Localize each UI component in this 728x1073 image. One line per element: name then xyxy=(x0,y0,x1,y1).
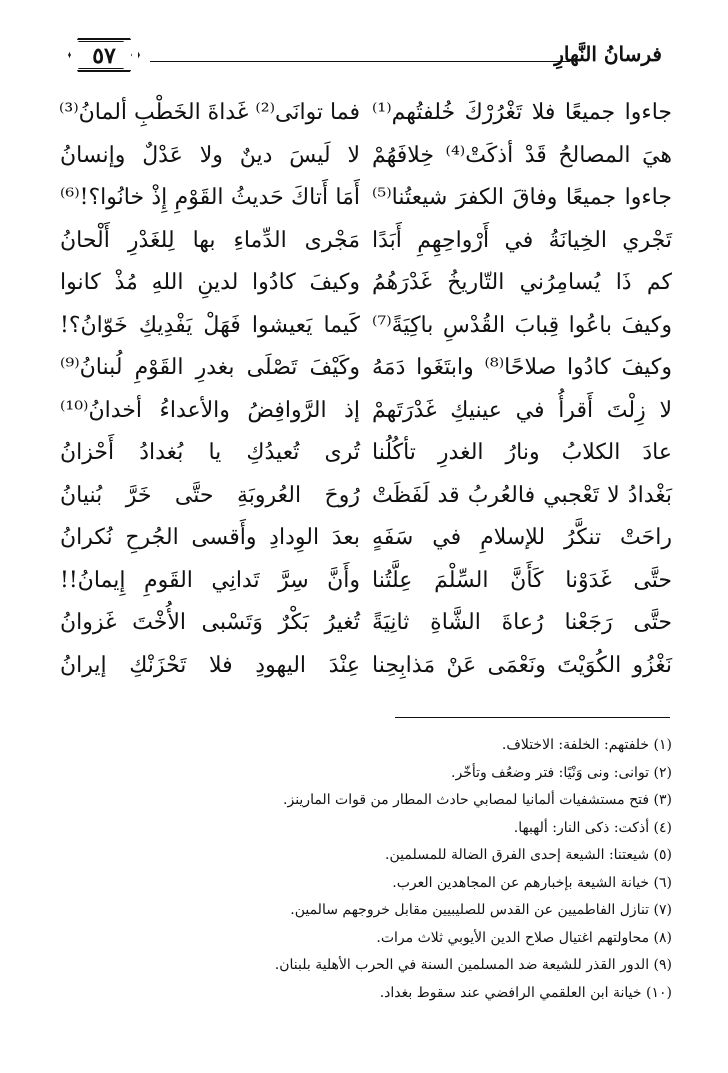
footnote: (٦) خيانة الشيعة بإخبارهم عن المجاهدين العرب. xyxy=(392,874,672,891)
footnote: (٣) فتح مستشفيات ألمانيا لمصابي حادث المطار من قوات المارينز. xyxy=(283,792,672,808)
verse-first-hemistich: وكيفَ باعُوا قِبابَ القُدْسِ باكِيَةً⁽⁷⁾ xyxy=(372,312,672,338)
verse-row xyxy=(60,135,672,178)
verse-row xyxy=(60,347,672,390)
verse-row xyxy=(60,220,672,263)
footnote: (١٠) خيانة ابن العلقمي الرافضي عند سقوط بغداد. xyxy=(379,984,672,1001)
verse-row xyxy=(60,517,672,560)
verse-second-hemistich: أَمَا أَتاكَ حَديثُ القَوْمِ إِذْ خانُوا؟!⁽⁶⁾ xyxy=(60,185,360,211)
header-rule xyxy=(150,61,570,62)
footnotes xyxy=(230,732,672,1007)
verse-first-hemistich: حتَّى غَدَوْنا كَأَنَّ السِّلْمَ عِلَّتُنا xyxy=(372,567,672,593)
verse-first-hemistich: راحَتْ تنكَّرُ للإسلامِ في سَفَهٍ xyxy=(372,525,672,551)
verse-second-hemistich: إذ الرَّوافِضُ والأعداءُ أخدانُ⁽¹⁰⁾ xyxy=(60,397,360,423)
verse-first-hemistich: لا زِلْتَ أَقرأُ في عينيكِ غَدْرَتَهمْ xyxy=(372,397,672,423)
verse-first-hemistich: جاءوا جميعًا فلا تَغْرُرْكَ خُلفتُهم⁽¹⁾ xyxy=(372,100,672,126)
verse-second-hemistich: وأَنَّ سِرَّ تَدانِي القَومِ إِيمانُ!! xyxy=(60,567,360,593)
verse-row xyxy=(60,305,672,348)
footnote-rule xyxy=(395,717,670,718)
verse-second-hemistich: تُغيرُ بَكْرٌ وَتَسْبى الأُخْتَ غَزوانُ xyxy=(60,610,360,636)
verse-second-hemistich: وكيفَ كادُوا لدينِ اللهِ مُذْ كانوا xyxy=(60,270,360,296)
verse-second-hemistich: لا لَيسَ دينٌ ولا عَدْلٌ وإنسانُ xyxy=(60,142,360,168)
verse-row xyxy=(60,390,672,433)
verse-first-hemistich: نَغْزُو الكُوَيْتَ ونَعْمَى عَنْ مَذابِحِنا xyxy=(372,652,672,678)
footnote: (١) خلفتهم: الخلفة: الاختلاف. xyxy=(501,737,672,753)
verse-first-hemistich: بَغْدادُ لا تَعْجبي فالعُربُ قد لَفَظَتْ xyxy=(372,482,672,508)
running-title: فرسانُ النَّهارِ xyxy=(554,42,662,66)
poem xyxy=(60,92,672,687)
page-number: ٥٧ xyxy=(92,43,116,69)
page-header xyxy=(62,38,662,74)
verse-row xyxy=(60,92,672,135)
verse-row xyxy=(60,475,672,518)
verse-second-hemistich: بعدَ الوِدادِ وأَقسى الجُرحِ نُكرانُ xyxy=(60,525,360,551)
verse-second-hemistich: تُرى تُعيدُكِ يا بُغدادُ أَحْزانُ xyxy=(60,440,360,466)
verse-second-hemistich: عِنْدَ اليهودِ فلا تَحْزَنْكِ إيرانُ xyxy=(60,652,360,678)
verse-second-hemistich: وكَيْفَ تَصْلَى بغدرِ القَوْمِ لُبنانُ⁽⁹⁾ xyxy=(60,355,360,381)
footnote: (٩) الدور القذر للشيعة ضد المسلمين السنة في الحرب الأهلية بلبنان. xyxy=(274,957,672,973)
verse-second-hemistich: مَجْرى الدِّماءِ بها لِلغَدْرِ أَلْحانُ xyxy=(60,227,360,253)
verse-first-hemistich: جاءوا جميعًا وفاقَ الكفرَ شيعتُنا⁽⁵⁾ xyxy=(372,185,672,211)
verse-row xyxy=(60,432,672,475)
verse-first-hemistich: عادَ الكلابُ ونارُ الغدرِ تأكُلُنا xyxy=(372,440,672,466)
verse-second-hemistich: رُوحَ العُروبَةِ حتَّى خَرَّ بُنيانُ xyxy=(60,482,360,508)
verse-first-hemistich: هيَ المصالحُ قَدْ أذكَتْ⁽⁴⁾ خِلافَهُمْ xyxy=(372,142,673,168)
footnote: (٨) محاولتهم اغتيال صلاح الدين الأيوبي ثلاث مرات. xyxy=(376,929,672,946)
footnote: (٤) أذكت: ذكى النار: ألهبها. xyxy=(513,819,672,836)
verse-second-hemistich: فما توانَى⁽²⁾ غَداةَ الخَطْبِ ألمانُ⁽³⁾ xyxy=(58,100,360,126)
verse-row xyxy=(60,645,672,688)
verse-first-hemistich: وكيفَ كادُوا صلاحًا⁽⁸⁾ وابتَغَوا دَمَهُ xyxy=(372,355,672,381)
verse-row xyxy=(60,262,672,305)
verse-row xyxy=(60,602,672,645)
footnote: (٧) تنازل الفاطميين عن القدس للصليبيين مقابل خروجهم سالمين. xyxy=(290,902,672,918)
verse-second-hemistich: كَيما يَعيشوا فَهَلْ يَفْدِيكِ خَوّانُ؟! xyxy=(60,312,360,338)
footnote: (٢) توانى: ونى وَنْيًا: فتر وضعُف وتأخّر. xyxy=(451,764,672,781)
verse-first-hemistich: كم ذَا يُسامِرُني التّاريخُ غَدْرَهُمُ xyxy=(372,270,672,296)
verse-first-hemistich: حتَّى رَجَعْنا رُعاةَ الشَّاةِ ثانِيَةً xyxy=(372,610,672,636)
footnote: (٥) شيعتنا: الشيعة إحدى الفرق الضالة للمسلمين. xyxy=(385,847,672,863)
verse-first-hemistich: تَجْري الخِيانَةُ في أَرْواحِهِمِ أَبَدًا xyxy=(372,227,672,253)
verse-row xyxy=(60,560,672,603)
verse-row xyxy=(60,177,672,220)
